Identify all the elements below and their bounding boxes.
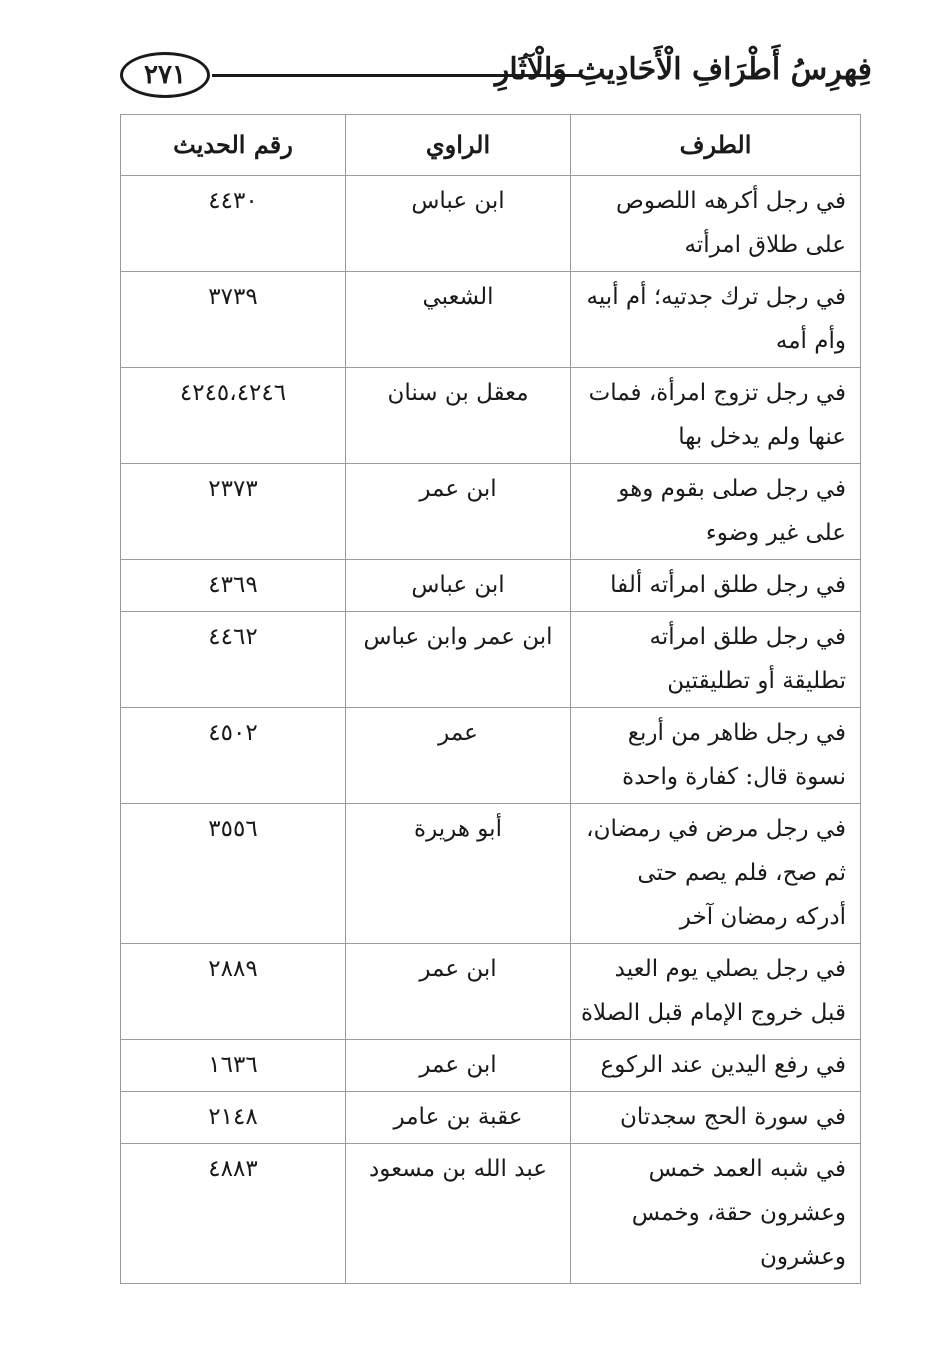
table-row (121, 1092, 861, 1144)
column-header-number: رقم الحديث (121, 115, 346, 176)
cell-tarf: في رجل تزوج امرأة، فمات عنها ولم يدخل بها (571, 368, 861, 464)
cell-rawi: عبد الله بن مسعود (346, 1144, 571, 1284)
table-row (121, 1040, 861, 1092)
cell-tarf: في رجل طلق امرأته ألفا (571, 560, 861, 612)
table-row (121, 804, 861, 944)
header-title: فِهرِسُ أَطْرَافِ الْأَحَادِيثِ وَالْآثَارِ (494, 52, 872, 87)
cell-tarf: في رجل أكرهه اللصوص على طلاق امرأته (571, 176, 861, 272)
table-header-row (121, 115, 861, 176)
table-row (121, 708, 861, 804)
cell-number: ٣٥٥٦ (121, 804, 346, 944)
column-header-tarf: الطرف (571, 115, 861, 176)
table-row (121, 368, 861, 464)
table-row (121, 1144, 861, 1284)
hadith-index-table (120, 114, 861, 1284)
header-rule (212, 74, 582, 77)
cell-rawi: ابن عباس (346, 176, 571, 272)
cell-number: ٣٧٣٩ (121, 272, 346, 368)
table-row (121, 944, 861, 1040)
table-row (121, 612, 861, 708)
cell-rawi: ابن عمر (346, 944, 571, 1040)
cell-rawi: عمر (346, 708, 571, 804)
cell-rawi: ابن عمر (346, 1040, 571, 1092)
cell-rawi: الشعبي (346, 272, 571, 368)
cell-tarf: في رفع اليدين عند الركوع (571, 1040, 861, 1092)
cell-rawi: ابن عباس (346, 560, 571, 612)
table-row (121, 272, 861, 368)
cell-tarf: في سورة الحج سجدتان (571, 1092, 861, 1144)
cell-rawi: ابن عمر وابن عباس (346, 612, 571, 708)
table-row (121, 176, 861, 272)
cell-number: ٤٨٨٣ (121, 1144, 346, 1284)
cell-tarf: في رجل صلى بقوم وهو على غير وضوء (571, 464, 861, 560)
table-row (121, 560, 861, 612)
cell-number: ٢١٤٨ (121, 1092, 346, 1144)
cell-rawi: ابن عمر (346, 464, 571, 560)
cell-number: ١٦٣٦ (121, 1040, 346, 1092)
cell-number: ٤٥٠٢ (121, 708, 346, 804)
cell-tarf: في رجل مرض في رمضان، ثم صح، فلم يصم حتى أدركه رمضان آخر (571, 804, 861, 944)
cell-tarf: في شبه العمد خمس وعشرون حقة، وخمس وعشرون (571, 1144, 861, 1284)
cell-tarf: في رجل ظاهر من أربع نسوة قال: كفارة واحدة (571, 708, 861, 804)
cell-number: ٤٤٦٢ (121, 612, 346, 708)
page-header (120, 46, 872, 102)
cell-number: ٤٢٤٥،٤٢٤٦ (121, 368, 346, 464)
cell-number: ٢٨٨٩ (121, 944, 346, 1040)
cell-tarf: في رجل ترك جدتيه؛ أم أبيه وأم أمه (571, 272, 861, 368)
cell-number: ٤٤٣٠ (121, 176, 346, 272)
page-number: ٢٧١ (120, 52, 210, 98)
cell-rawi: عقبة بن عامر (346, 1092, 571, 1144)
cell-number: ٢٣٧٣ (121, 464, 346, 560)
cell-tarf: في رجل يصلي يوم العيد قبل خروج الإمام قبل الصلاة (571, 944, 861, 1040)
cell-rawi: معقل بن سنان (346, 368, 571, 464)
cell-tarf: في رجل طلق امرأته تطليقة أو تطليقتين (571, 612, 861, 708)
column-header-rawi: الراوي (346, 115, 571, 176)
cell-rawi: أبو هريرة (346, 804, 571, 944)
cell-number: ٤٣٦٩ (121, 560, 346, 612)
table-row (121, 464, 861, 560)
